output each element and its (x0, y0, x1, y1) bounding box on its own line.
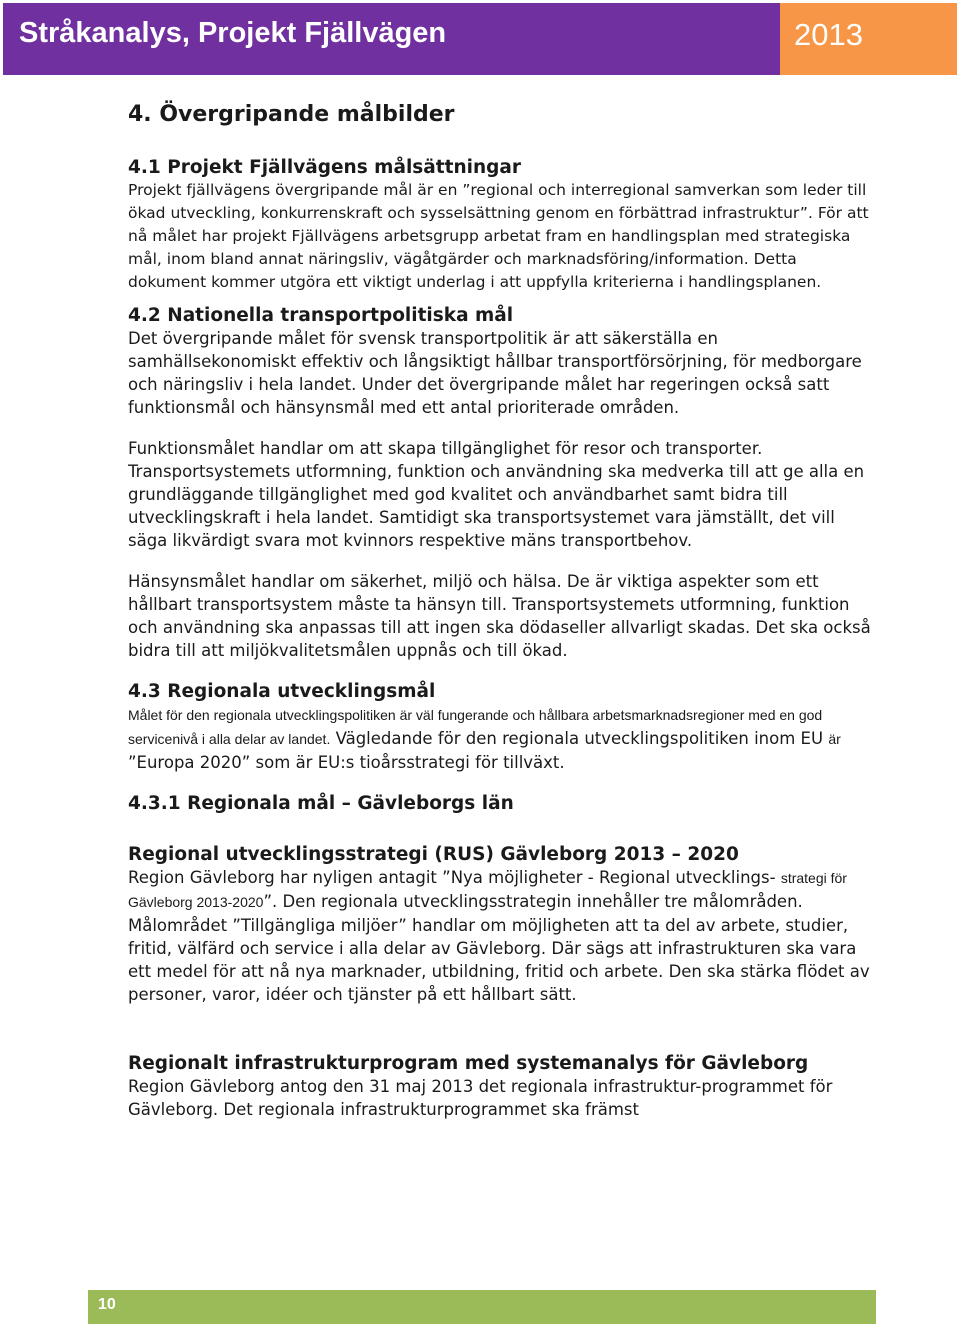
page-number: 10 (98, 1296, 116, 1313)
section-heading-4-1: 4.1 Projekt Fjällvägens målsättningar (128, 157, 521, 178)
rus-text-b: ”. Den regionala utvecklingsstrategin innehåller tre målområden. Målområdet ”Tillgängliga miljöer” handlar om möjligheten att ta del av arbete, studier, fritid, välfärd och service i alla delar av Gävleborg. Där sägs att infrastrukturen ska vara ett medel för att nå nya marknader, utbildning, fritid och arbete. Den ska stärka flödet av personer, varor, idéer och tjänster på ett hållbart sätt. (128, 892, 870, 1004)
rus-heading: Regional utvecklingsstrategi (RUS) Gävleborg 2013 – 2020 (128, 844, 739, 865)
paragraph-4-3-small-ar: är (828, 731, 841, 747)
header-year-box (780, 3, 957, 75)
paragraph-4-2-intro: Det övergripande målet för svensk transportpolitik är att säkerställa en samhällsekonomiskt effektiv och långsiktigt hållbar transportförsörjning, för medborgare och näringsliv i hela landet. Under det övergripande målet har regeringen också satt funktionsmål och hänsynsmål med ett antal prioriterade områden. (128, 329, 862, 417)
paragraph-4-3-text-a: Vägledande för den regionala utvecklingspolitiken inom EU (330, 729, 829, 748)
paragraph-functional-goal: Funktionsmålet handlar om att skapa tillgänglighet för resor och transporter. Transportsystemets utformning, funktion och användning ska medverka till att ge alla en grundläggande tillgänglighet med god kvalitet och användbarhet samt bidra till utvecklingskraft i hela landet. Samtidigt ska transportsystemet vara jämställt, det vill säga likvärdigt svara mot kvinnors respektive mäns transportbehov. (128, 439, 865, 550)
rip-heading: Regionalt infrastrukturprogram med systemanalys för Gävleborg (128, 1053, 809, 1074)
header-title-box (3, 3, 780, 75)
section-heading-4-2: 4.2 Nationella transportpolitiska mål (128, 305, 514, 326)
paragraph-4-3-text-b: ”Europa 2020” som är EU:s tioårsstrategi för tillväxt. (128, 753, 565, 772)
section-heading-4-3-1: 4.3.1 Regionala mål – Gävleborgs län (128, 793, 514, 814)
paragraph-4-3-small: Målet för den regionala utvecklingspolitiken är väl fungerande och hållbara arbetsmarknadsregioner med en god servicenivå i alla delar av landet. (128, 707, 823, 747)
rip-paragraph: Region Gävleborg antog den 31 maj 2013 det regionala infrastruktur-programmet för Gävleborg. Det regionala infrastrukturprogrammet ska främst (128, 1077, 833, 1119)
rus-paragraph (128, 866, 873, 1006)
section-heading-4: 4. Övergripande målbilder (128, 102, 455, 127)
paragraph-consideration-goal: Hänsynsmålet handlar om säkerhet, miljö och hälsa. De är viktiga aspekter som ett hållbart transportsystem måste ta hänsyn till. Transportsystemets utformning, funktion och användning ska anpassas till att ingen ska dödaseller allvarligt skadas. Det ska också bidra till att miljökvalitetsmålen uppnås och till ökad. (128, 572, 871, 660)
document-body (128, 100, 873, 1121)
page-footer (88, 1290, 876, 1324)
rus-text-a: Region Gävleborg har nyligen antagit ”Nya möjligheter - Regional utvecklings- (128, 868, 776, 887)
section-heading-4-3: 4.3 Regionala utvecklingsmål (128, 681, 436, 702)
paragraph-4-3 (128, 703, 873, 774)
document-title: Stråkanalys, Projekt Fjällvägen (19, 17, 447, 49)
rus-text-small: strategi för Gävleborg 2013-2020 (128, 870, 847, 910)
paragraph-4-1: Projekt fjällvägens övergripande mål är en ”regional och interregional samverkan som leder till ökad utveckling, konkurrenskraft och sysselsättning genom en förbättrad infrastruktur”. För att nå målet har projekt Fjällvägens arbetsgrupp arbetat fram en handlingsplan med strategiska mål, inom bland annat näringsliv, vägåtgärder och marknadsföring/information. Detta dokument kommer utgöra ett viktigt underlag i att uppfylla kriterierna i handlingsplanen. (128, 181, 869, 291)
page-header (3, 3, 957, 75)
document-year: 2013 (794, 17, 863, 52)
